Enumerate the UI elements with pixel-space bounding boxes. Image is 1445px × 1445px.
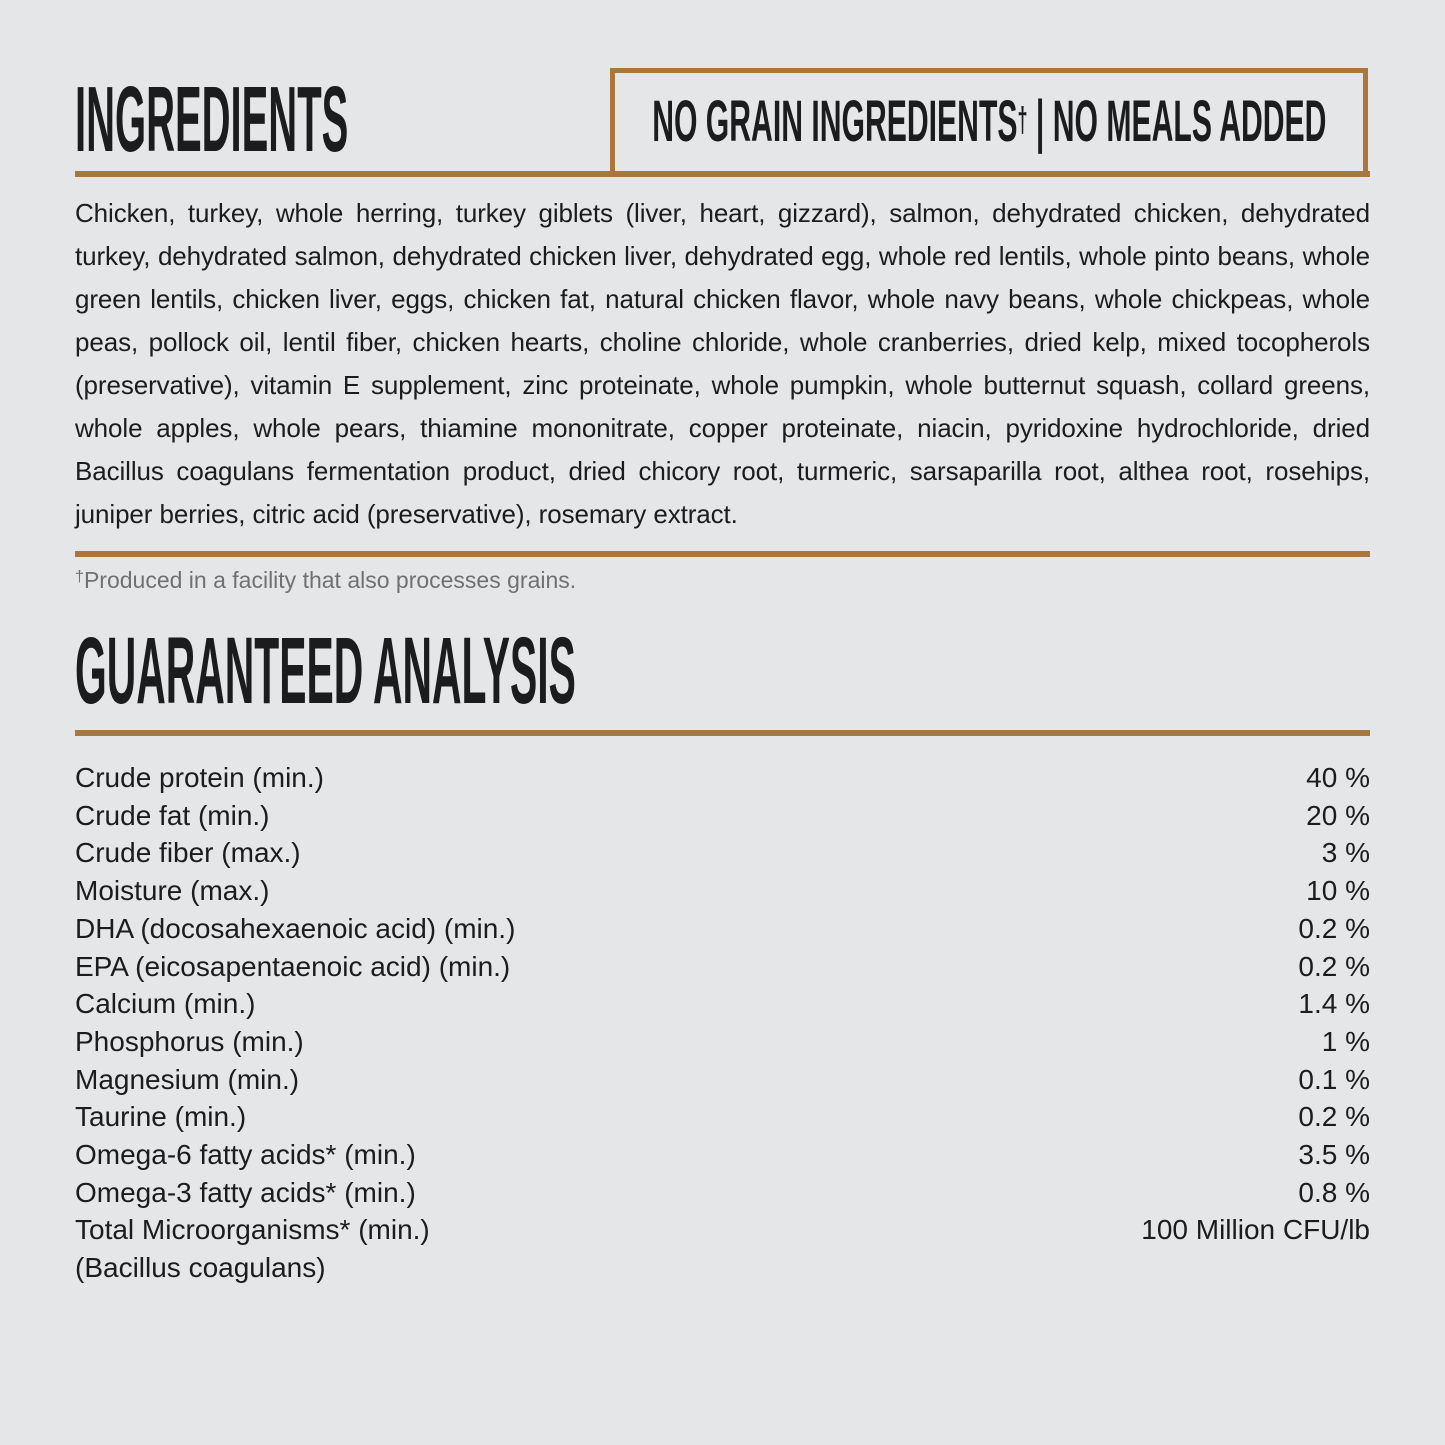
table-row — [75, 1249, 1370, 1287]
table-row — [75, 910, 1370, 948]
nutrient-value: 0.2 % — [1298, 912, 1370, 944]
nutrient-value: 1.4 % — [1298, 988, 1370, 1020]
nutrient-label: Moisture (max.) — [75, 875, 270, 907]
table-row — [75, 834, 1370, 872]
table-row — [75, 797, 1370, 835]
nutrient-label: Phosphorus (min.) — [75, 1025, 304, 1057]
no-grain-badge — [610, 68, 1368, 176]
nutrient-value: 1 % — [1321, 1025, 1370, 1057]
table-row — [75, 759, 1370, 797]
nutrient-label: (Bacillus coagulans) — [75, 1252, 326, 1284]
table-row — [75, 1211, 1370, 1249]
table-row — [75, 1174, 1370, 1212]
nutrient-value: 0.2 % — [1298, 950, 1370, 982]
table-row — [75, 948, 1370, 986]
nutrient-value: 20 % — [1306, 799, 1370, 831]
badge-part1: NO GRAIN INGREDIENTS — [651, 89, 1018, 154]
ingredients-list: Chicken, turkey, whole herring, turkey giblets (liver, heart, gizzard), salmon, dehydrated chicken, dehydrated turkey, dehydrated salmon, dehydrated chicken liver, dehydrated egg, whole red lentils, whole pinto beans, whole green lentils, chicken liver, eggs, chicken fat, natural chicken flavor, whole navy beans, whole chickpeas, whole peas, pollock oil, lentil fiber, chicken hearts, choline chloride, whole cranberries, dried kelp, mixed tocopherols (preservative), vitamin E supplement, zinc proteinate, whole pumpkin, whole butternut squash, collard greens, whole apples, whole pears, thiamine mononitrate, copper proteinate, niacin, pyridoxine hydrochloride, dried Bacillus coagulans fermentation product, dried chicory root, turmeric, sarsaparilla root, althea root, rosehips, juniper berries, citric acid (preservative), rosemary extract. — [75, 198, 1370, 529]
header-divider — [75, 171, 1370, 177]
table-row — [75, 872, 1370, 910]
table-row — [75, 1098, 1370, 1136]
table-row — [75, 1136, 1370, 1174]
nutrient-value: 0.2 % — [1298, 1101, 1370, 1133]
nutrient-label: Calcium (min.) — [75, 988, 256, 1020]
nutrient-label: Crude fiber (max.) — [75, 837, 301, 869]
table-row — [75, 1061, 1370, 1099]
nutrient-label: Crude fat (min.) — [75, 799, 270, 831]
badge-part2: | NO MEALS ADDED — [1027, 89, 1327, 154]
nutrient-label: Crude protein (min.) — [75, 762, 324, 793]
ingredients-title: INGREDIENTS — [75, 67, 349, 171]
nutrient-label: EPA (eicosapentaenoic acid) (min.) — [75, 950, 511, 982]
guaranteed-analysis-table — [75, 759, 1370, 1287]
footnote-text: Produced in a facility that also processes grains. — [83, 567, 577, 593]
dagger-symbol: † — [1017, 100, 1028, 140]
no-grain-badge-text — [651, 89, 1327, 154]
table-row — [75, 985, 1370, 1023]
nutrient-value: 0.8 % — [1298, 1176, 1370, 1208]
nutrient-value: 100 Million CFU/lb — [1141, 1214, 1370, 1246]
nutrient-label: Omega-3 fatty acids* (min.) — [75, 1176, 416, 1208]
footnote-divider — [75, 551, 1370, 557]
nutrient-label: DHA (docosahexaenoic acid) (min.) — [75, 912, 516, 944]
nutrient-label: Magnesium (min.) — [75, 1063, 300, 1095]
table-row — [75, 1023, 1370, 1061]
nutrient-label: Total Microorganisms* (min.) — [75, 1214, 430, 1246]
nutrient-value: 3.5 % — [1298, 1139, 1370, 1171]
nutrient-label: Omega-6 fatty acids* (min.) — [75, 1139, 416, 1171]
nutrient-value: 40 % — [1306, 762, 1370, 793]
nutrient-label: Taurine (min.) — [75, 1101, 247, 1133]
nutrient-value: 10 % — [1306, 875, 1370, 907]
nutrient-value: 0.1 % — [1298, 1063, 1370, 1095]
nutrient-value: 3 % — [1321, 837, 1370, 869]
dagger-symbol: † — [75, 567, 84, 586]
analysis-divider — [75, 730, 1370, 736]
guaranteed-analysis-title: GUARANTEED ANALYSIS — [75, 618, 576, 724]
grains-footnote — [75, 566, 576, 596]
